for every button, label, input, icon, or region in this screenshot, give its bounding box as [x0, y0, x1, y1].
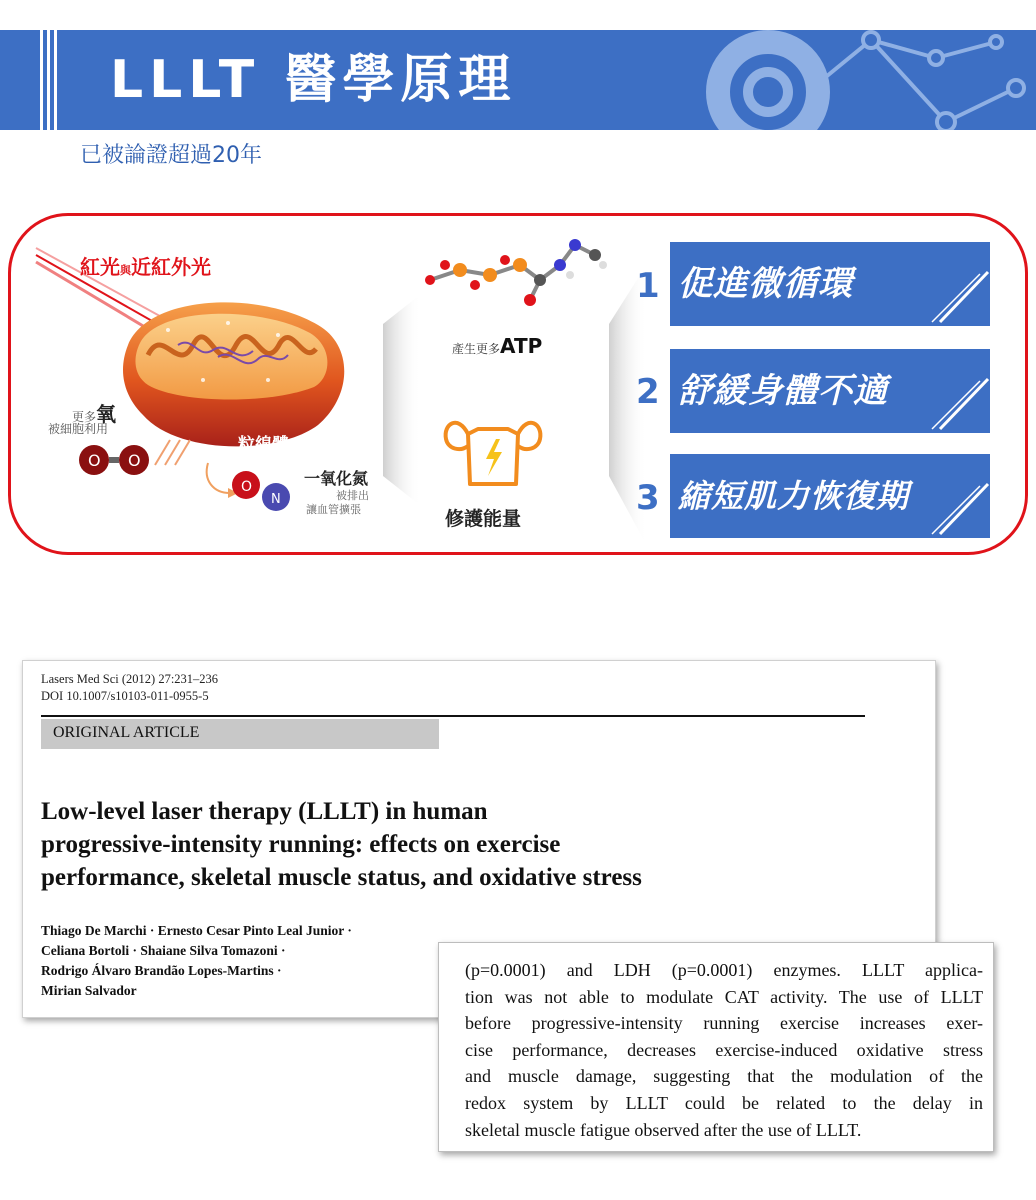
repair-energy-label: 修護能量: [445, 508, 522, 530]
nitric-oxide-sub1: 被排出: [336, 489, 369, 502]
paper-authors: Thiago De Marchi · Ernesto Cesar Pinto Leal Junior · Celiana Bortoli · Shaiane Silva Tomazoni · Rodrigo Álvaro Brandão Lopes-Martins · Mirian Salvador: [41, 923, 352, 998]
abstract-text: (p=0.0001) and LDH (p=0.0001) enzymes. LLLT applica- tion was not able to modulate CAT activity. The use of LLLT before progressive-intensity running exercise increases exer- cise performance, decreases exercise-induced oxidative stress and muscle damage, suggesting that the modulation of the redox system by LLLT could be related to the delay in skeletal muscle fatigue observed after the use of LLLT.: [465, 960, 983, 1140]
atp-molecule-icon: [420, 235, 610, 315]
nitric-oxide-molecule-icon: [198, 455, 308, 525]
slash-decoration-icon: [930, 349, 990, 433]
benefit-relieve-discomfort: [670, 349, 990, 433]
oxygen-more-label: 更多氧: [72, 402, 117, 426]
benefit-text: 促進微循環: [678, 264, 853, 304]
divider: [41, 715, 865, 717]
nitric-oxide-sub2: 讓血管擴張: [306, 503, 361, 516]
svg-text:N: N: [271, 492, 281, 507]
svg-text:O: O: [241, 479, 253, 495]
oxygen-molecule-icon: [76, 442, 156, 478]
paper-title: Low-level laser therapy (LLLT) in human progressive-intensity running: effects on exercise performance, skeletal muscle status, and oxidative stress: [41, 798, 642, 891]
benefit-shorten-recovery: [670, 454, 990, 538]
benefit-text: 舒緩身體不適: [678, 371, 888, 411]
abstract-excerpt-card: [438, 942, 994, 1152]
page-subtitle: 已被論證超過20年: [80, 143, 262, 168]
slash-decoration-icon: [930, 454, 990, 538]
benefit-number-1: 1: [636, 266, 660, 306]
article-type-tag: ORIGINAL ARTICLE: [41, 719, 439, 749]
doi: DOI 10.1007/s10103-011-0955-5: [41, 689, 209, 703]
benefit-text: 縮短肌力恢復期: [678, 477, 910, 515]
nitric-oxide-label: 一氧化氮: [304, 469, 369, 488]
mitochondria-label: 粒線體: [238, 435, 289, 455]
atp-label: 產生更多ATP: [452, 334, 543, 358]
page-title: LLLT 醫學原理: [110, 50, 517, 110]
svg-text:O: O: [88, 451, 101, 470]
benefit-microcirculation: [670, 242, 990, 326]
slash-decoration-icon: [930, 242, 990, 326]
oxygen-use-label: 被細胞利用: [48, 422, 109, 436]
benefit-number-2: 2: [636, 372, 660, 412]
light-label: 紅光與近紅外光: [80, 255, 211, 279]
journal-citation: Lasers Med Sci (2012) 27:231–236: [41, 672, 219, 686]
muscle-energy-icon: [438, 404, 548, 496]
benefit-number-3: 3: [636, 478, 660, 518]
svg-text:O: O: [128, 451, 141, 470]
